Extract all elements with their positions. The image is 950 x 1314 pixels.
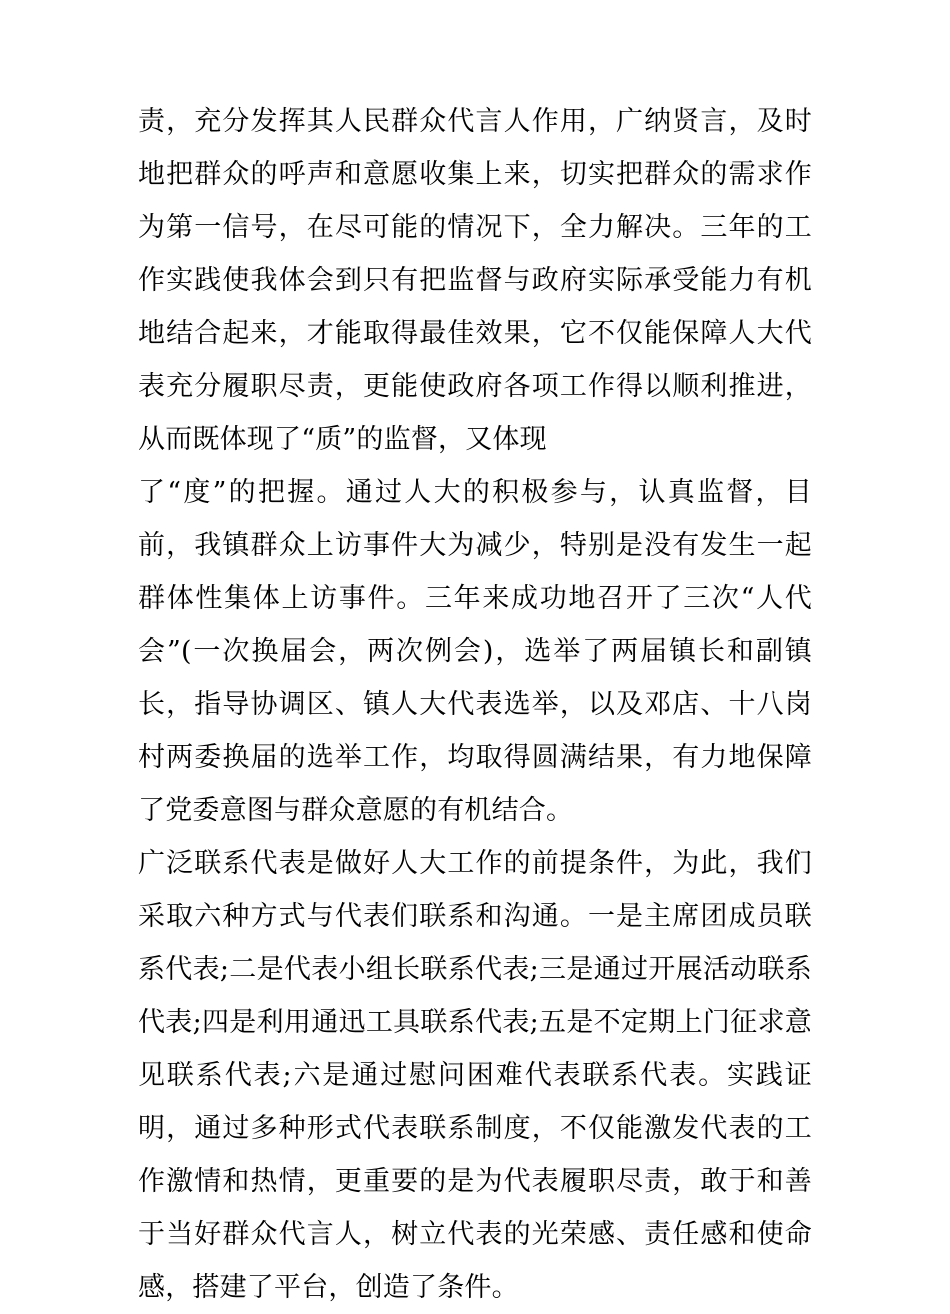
paragraph: 责，充分发挥其人民群众代言人作用，广纳贤言，及时地把群众的呼声和意愿收集上来，切实把群众的需求作为第一信号，在尽可能的情况下，全力解决。三年的工作实践使我体会到只有把监督与政府实际承受能力有机地结合起来，才能取得最佳效果，它不仅能保障人大代表充分履职尽责，更能使政府各项工作得以顺利推进，从而既体现了“质”的监督，又体现 <box>138 106 812 455</box>
paragraph: 了“度”的把握。通过人大的积极参与，认真监督，目前，我镇群众上访事件大为减少，特别是没有发生一起群体性集体上访事件。三年来成功地召开了三次“人代会”(一次换届会，两次例会)，选举了两届镇长和副镇长，指导协调区、镇人大代表选举，以及邓店、十八岗村两委换届的选举工作，均取得圆满结果，有力地保障了党委意图与群众意愿的有机结合。 <box>138 477 812 826</box>
paragraph: 广泛联系代表是做好人大工作的前提条件，为此，我们采取六种方式与代表们联系和沟通。一是主席团成员联系代表;二是代表小组长联系代表;三是通过开展活动联系代表;四是利用通迅工具联系代表;五是不定期上门征求意见联系代表;六是通过慰问困难代表联系代表。实践证明，通过多种形式代表联系制度，不仅能激发代表的工作激情和热情，更重要的是为代表履职尽责，敢于和善于当好群众代言人，树立代表的光荣感、责任感和使命感，搭建了平台，创造了条件。 <box>138 848 812 1303</box>
document-body <box>138 95 812 1314</box>
